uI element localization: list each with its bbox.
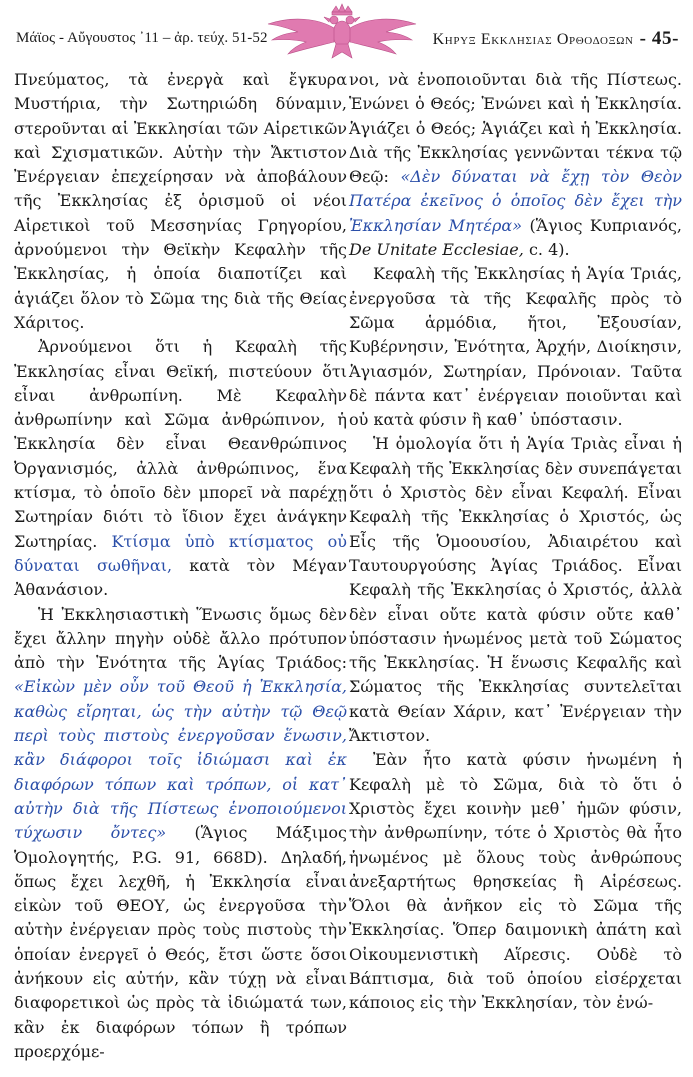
citation: (Ἅγιος Κυπριανός, <box>529 215 682 235</box>
right-column <box>349 68 682 1016</box>
quotation: Κτίσμα ὑπὸ κτίσματος οὐ δύναται σωθῆναι, <box>14 531 347 575</box>
page-number: - 45- <box>639 28 679 49</box>
paragraph-text: Ἀρνούμενοι ὅτι ἡ Κεφαλὴ τῆς Ἐκκλησίας εἶναι Θεϊκή, πιστεύουν ὅτι εἶναι ἀνθρωπίνη. Μὲ Κεφαλὴν ἀνθρωπίνην καὶ Σῶμα ἀνθρώπινον, ἡ Ἐκκλησία δὲν εἶναι Θεανθρώπινος Ὀργανισμός, ἀλλὰ ἀνθρώπινος, ἕνα κτίσμα, τὸ ὁποῖο δὲν μπορεῖ νὰ παρέχῃ Σωτηρίαν διότι τὸ ἴδιον ἔχει ἀνάγκην Σωτηρίας. <box>14 337 347 551</box>
periodical-title: Κηρυξ Εκκλησιας Ορθοδοξων <box>432 31 634 48</box>
page-header <box>0 0 693 66</box>
paragraph: Πνεύματος, τὰ ἐνεργὰ καὶ ἔγκυρα Μυστήρια, τὴν Σωτηριώδη δύναμιν, στεροῦνται αἱ Ἐκκλησίαι τῶν Αἱρετικῶν καὶ Σχισματικῶν. Αὐτὴν τὴν Ἄκτιστον Ἐνέργειαν ἐπεχείρησαν νὰ ἀποβάλουν τῆς Ἐκκλησίας ἐξ ὁρισμοῦ οἱ νέοι Αἱρετικοὶ τοῦ Μεσσηνίας Γρηγορίου, ἀρνούμενοι τὴν Θεϊκὴν Κεφαλὴν τῆς Ἐκκλησίας, ἡ ὁποία διαποτίζει καὶ ἁγιάζει ὅλον τὸ Σῶμα της διὰ τῆς Θείας Χάριτος. <box>14 70 347 332</box>
paragraph-text: νοι, νὰ ἑνοποιοῦνται διὰ τῆς Πίστεως. Ἑνώνει ὁ Θεός; Ἑνώνει καὶ ἡ Ἐκκλησία. Ἁγιάζει ὁ Θεός; Ἁγιάζει καὶ ἡ Ἐκκλησία. Διὰ τῆς Ἐκκλησίας γεννῶνται τέκνα τῷ Θεῷ: <box>349 70 682 187</box>
issue-info: Μάϊος - Αὔγουστος ᾿11 – ἀρ. τεύχ. 51-52 <box>16 30 268 46</box>
citation-work: De Unitate Ecclesiae, <box>349 240 524 260</box>
double-headed-eagle-icon <box>262 2 422 60</box>
quotation: «Δὲν δύναται νὰ ἔχῃ τὸν Θεὸν Πατέρα ἐκεῖνος ὁ ὁποῖος δὲν ἔχει τὴν Ἐκκλησίαν Μητέρα» <box>349 167 682 235</box>
paragraph: Ἡ ὁμολογία ὅτι ἡ Ἁγία Τριὰς εἶναι ἡ Κεφαλὴ τῆς Ἐκκλησίας δὲν συνεπάγεται ὅτι ὁ Χριστὸς δὲν εἶναι Κεφαλή. Εἶναι Κεφαλὴ τῆς Ἐκκλησίας ὁ Χριστός, ὡς Εἷς τῆς Ὁμοουσίου, Ἀδιαιρέτου καὶ Ταυτουργούσης Ἁγίας Τριάδος. Εἶναι Κεφαλὴ τῆς Ἐκκλησίας ὁ Χριστός, ἀλλὰ δὲν εἶναι οὔτε κατὰ φύσιν οὔτε καθ᾿ ὑπόστασιν ἡνωμένος μετὰ τοῦ Σώματος τῆς Ἐκκλησίας. Ἡ ἕνωσις Κεφαλῆς καὶ Σώματος τῆς Ἐκκλησίας συντελεῖται κατὰ Θείαν Χάριν, κατ᾿ Ἐνέργειαν τὴν Ἄκτιστον. <box>349 434 682 746</box>
paragraph <box>349 68 682 262</box>
quotation: «Εἰκὼν μὲν οὖν τοῦ Θεοῦ ἡ Ἐκκλησία, καθὼς εἴρηται, ὡς τὴν αὐτὴν τῷ Θεῷ περὶ τοὺς πιστοὺς ἐνεργοῦσαν ἕνωσιν, κἂν διάφοροι τοῖς ἰδιώμασι καὶ ἐκ διαφόρων τόπων καὶ τρόπων, οἱ κατ᾿ αὐτὴν διὰ τῆς Πίστεως ἑνοποιούμενοι τύχωσιν ὄντες» <box>14 677 347 843</box>
paragraph: Κεφαλὴ τῆς Ἐκκλησίας ἡ Ἁγία Τριάς, ἐνεργοῦσα τὰ τῆς Κεφαλῆς πρὸς τὸ Σῶμα ἁρμόδια, ἤτοι, Ἐξουσίαν, Κυβέρνησιν, Ἑνότητα, Ἀρχήν, Διοίκησιν, Ἁγιασμόν, Σωτηρίαν, Πρόνοιαν. Ταῦτα δὲ πάντα κατ᾿ ἐνέργειαν ποιοῦνται καὶ οὐ κατὰ φύσιν ἢ καθ᾿ ὑπόστασιν. <box>349 264 682 430</box>
paragraph-text: κατὰ τὸν Μέγαν Ἀθανάσιον. <box>14 555 347 600</box>
paragraph <box>14 603 347 1065</box>
paragraph-text: Ἡ Ἐκκλησιαστικὴ Ἕνωσις ὅμως δὲν ἔχει ἄλλην πηγὴν οὐδὲ ἄλλο πρότυπον ἀπὸ τὴν Ἑνότητα τῆς Ἁγίας Τριάδος: <box>14 604 347 673</box>
paragraph <box>14 335 347 602</box>
periodical-title-and-page <box>433 28 679 50</box>
left-column <box>14 68 347 1064</box>
paragraph-text: (Ἅγιος Μάξιμος Ὁμολογητής, P.G. 91, 668D). Δηλαδή, ὅπως ἔχει λεχθῆ, ἡ Ἐκκλησία εἶναι εἰκὼν τοῦ ΘΕΟΥ, ὡς ἐνεργοῦσα τὴν αὐτὴν ἐνέργειαν πρὸς τοὺς πιστοὺς τὴν ὁποίαν ἐνεργεῖ ὁ Θεός, ἔτσι ὥστε ὅσοι ἀνήκουν εἰς αὐτήν, κἂν τύχῃ νὰ εἶναι διαφορετικοὶ ὡς πρὸς τὰ ἰδιώματά των, κἂν ἐκ διαφόρων τόπων ἢ τρόπων προερχόμε- <box>14 823 347 1061</box>
citation: c. 4). <box>528 240 570 260</box>
paragraph: Ἐὰν ἦτο κατὰ φύσιν ἡνωμένη ἡ Κεφαλὴ μὲ τὸ Σῶμα, διὰ τὸ ὅτι ὁ Χριστὸς ἔχει κοινὴν μεθ᾿ ἡμῶν φύσιν, τὴν ἀνθρωπίνην, τότε ὁ Χριστὸς θὰ ἦτο ἡνωμένος μὲ ὅλους τοὺς ἀνθρώπους ἀνεξαρτήτως θρησκείας ἢ Αἱρέσεως. Ὅλοι θὰ ἀνῆκον εἰς τὸ Σῶμα τῆς Ἐκκλησίας. Ὅπερ δαιμονικὴ ἀπάτη καὶ Οἰκουμενιστικὴ Αἵρεσις. Οὐδὲ τὸ Βάπτισμα, διὰ τοῦ ὁποίου εἰσέρχεται κάποιος εἰς τὴν Ἐκκλησίαν, τὸν ἑνώ- <box>349 750 682 1013</box>
